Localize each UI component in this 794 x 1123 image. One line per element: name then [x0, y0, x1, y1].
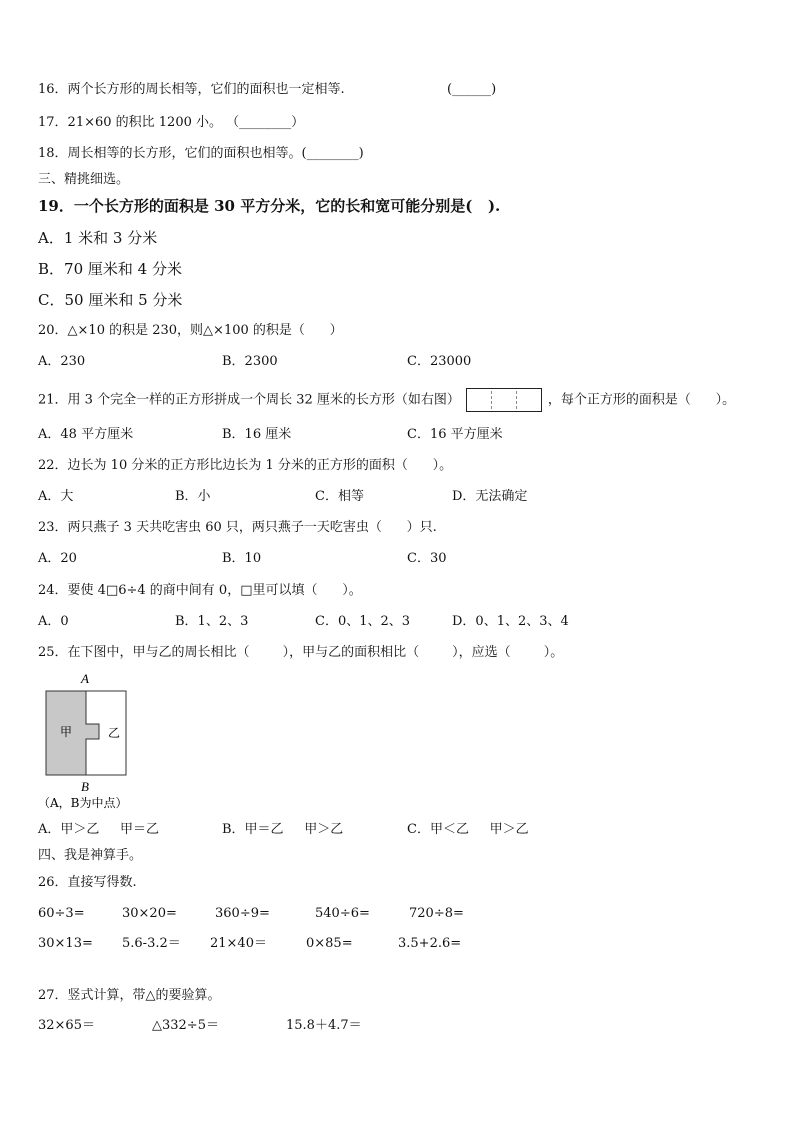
question-16-blank: (______)	[447, 82, 497, 97]
question-18: 18．周长相等的长方形，它们的面积也相等。(________)	[38, 146, 364, 161]
label-b: B	[81, 779, 89, 794]
q24-option-c: C．0、1、2、3	[315, 614, 411, 629]
q22-option-d: D．无法确定	[452, 489, 528, 504]
section-4-heading: 四、我是神算手。	[38, 848, 143, 863]
question-24: 24．要使 4□6÷4 的商中间有 0，□里可以填（ ）。	[38, 583, 362, 598]
q20-option-c: C．23000	[407, 354, 472, 369]
calc-item: 0×85=	[306, 936, 353, 951]
vertical-calc-item: 32×65＝	[38, 1018, 95, 1033]
question-21	[38, 388, 735, 412]
question-25: 25．在下图中，甲与乙的周长相比（ ），甲与乙的面积相比（ ），应选（ ）。	[38, 645, 564, 660]
q21-text-a: 21．用 3 个完全一样的正方形拼成一个周长 32 厘米的长方形（如右图）	[38, 392, 460, 408]
question-26: 26．直接写得数.	[38, 875, 137, 890]
calc-item: 3.5+2.6=	[398, 936, 462, 951]
q20-option-a: A．230	[38, 354, 86, 369]
calc-item: 30×13=	[38, 936, 93, 951]
question-20: 20．△×10 的积是 230，则△×100 的积是（ ）	[38, 323, 343, 338]
vertical-calc-item: 15.8＋4.7＝	[286, 1018, 362, 1033]
question-16: 16．两个长方形的周长相等，它们的面积也一定相等.	[38, 82, 345, 97]
q21-text-b: ，每个正方形的面积是（ ）。	[547, 392, 736, 408]
calc-item: 21×40＝	[210, 936, 267, 951]
q23-option-c: C．30	[407, 551, 447, 566]
q21-option-a: A．48 平方厘米	[38, 427, 134, 442]
q22-option-a: A．大	[38, 489, 74, 504]
q22-option-b: B．小	[175, 489, 211, 504]
q24-option-b: B．1、2、3	[175, 614, 249, 629]
q19-option-a: A．1 米和 3 分米	[38, 229, 158, 247]
q23-option-a: A．20	[38, 551, 77, 566]
label-jia: 甲	[59, 725, 73, 739]
vertical-calc-item: △332÷5＝	[152, 1018, 219, 1033]
label-yi: 乙	[107, 726, 121, 740]
calc-item: 30×20=	[122, 906, 177, 921]
q22-option-c: C．相等	[315, 489, 364, 504]
question-27: 27．竖式计算，带△的要验算。	[38, 988, 221, 1003]
section-3-heading: 三、精挑细选。	[38, 172, 130, 187]
calc-item: 720÷8=	[409, 906, 464, 921]
calc-item: 60÷3=	[38, 906, 85, 921]
label-a: A	[81, 673, 89, 686]
q25-option-c: C．甲＜乙 甲＞乙	[407, 822, 529, 837]
q24-option-d: D．0、1、2、3、4	[452, 614, 569, 629]
q23-option-b: B．10	[222, 551, 262, 566]
q25-option-b: B．甲＝乙 甲＞乙	[222, 822, 344, 837]
calc-item: 540÷6=	[315, 906, 370, 921]
question-19: 19．一个长方形的面积是 30 平方分米，它的长和宽可能分别是( ).	[38, 197, 501, 215]
q24-option-a: A．0	[38, 614, 69, 629]
figure-caption: （A，B为中点）	[38, 796, 128, 810]
three-squares-figure	[466, 388, 542, 412]
question-22: 22．边长为 10 分米的正方形比边长为 1 分米的正方形的面积（ ）。	[38, 458, 453, 473]
q19-option-b: B．70 厘米和 4 分米	[38, 260, 182, 278]
q25-option-a: A．甲＞乙 甲＝乙	[38, 822, 160, 837]
q25-figure	[38, 673, 168, 813]
q21-option-b: B．16 厘米	[222, 427, 292, 442]
calc-item: 5.6-3.2＝	[122, 936, 181, 951]
q20-option-b: B．2300	[222, 354, 278, 369]
calc-item: 360÷9=	[215, 906, 270, 921]
question-23: 23．两只燕子 3 天共吃害虫 60 只，两只燕子一天吃害虫（ ）只.	[38, 520, 437, 535]
q21-option-c: C．16 平方厘米	[407, 427, 503, 442]
q19-option-c: C．50 厘米和 5 分米	[38, 291, 183, 309]
question-17: 17．21×60 的积比 1200 小。 （________）	[38, 115, 305, 130]
